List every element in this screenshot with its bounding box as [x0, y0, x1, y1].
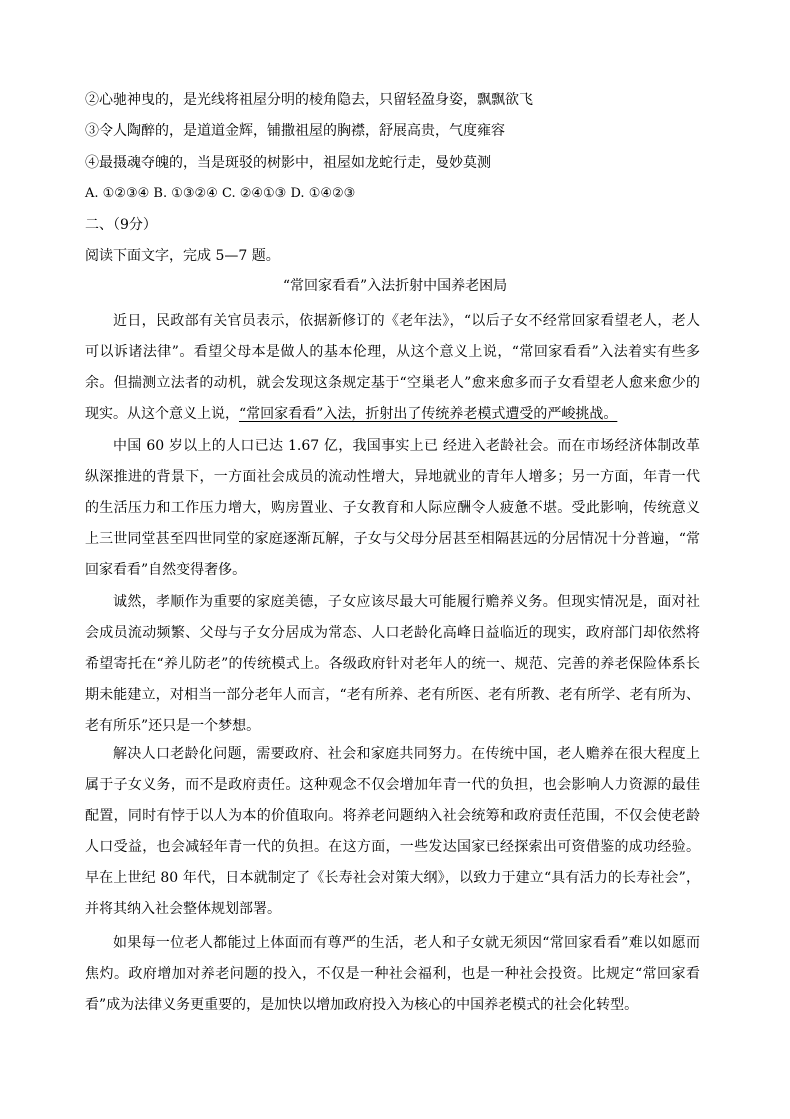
article-paragraph-3: 诚然，孝顺作为重要的家庭美德，子女应该尽最大可能履行赡养义务。但现实情况是，面对社会成员流动频繁、父母与子女分居成为常态、人口老龄化高峰日益临近的现实，政府部门却依然将希望寄托在“养儿防老”的传统模式上。各级政府针对老年人的统一、规范、完善的养老保险体系长期未能建立，对相当一部分老年人而言，“老有所养、老有所医、老有所教、老有所学、老有所为、老有所乐”还只是一个梦想。: [85, 594, 700, 734]
article-paragraph-5: 如果每一位老人都能过上体面而有尊严的生活，老人和子女就无须因“常回家看看”难以如愿而焦灼。政府增加对养老问题的投入，不仅是一种社会福利，也是一种社会投资。比规定“常回家看看”成为法律义务更重要的，是加快以增加政府投入为核心的中国养老模式的社会化转型。: [85, 935, 700, 1013]
article-title: “常回家看看”入法折射中国养老困局: [282, 278, 508, 294]
paragraph-1-text: 近日，民政部有关官员表示，依据新修订的《老年法》，“以后子女不经常回家看望老人，老人可以诉诸法律”。看望父母本是做人的基本伦理，从这个意义上说，“常回家看看”入法着实有些多余。但揣测立法者的动机，就会发现这条规定基于“空巢老人”愈来愈多而子女看望老人愈来愈少的现实。从这个意义上说，: [85, 313, 700, 422]
option-item-2: ②心驰神曳的，是光线将祖屋分明的棱角隐去，只留轻盈身姿，飘飘欲飞: [85, 92, 533, 108]
option-item-3: ③令人陶醉的，是道道金辉，铺撒祖屋的胸襟，舒展高贵，气度雍容: [85, 123, 505, 139]
option-item-4: ④最摄魂夺魄的，当是斑驳的树影中，祖屋如龙蛇行走，曼妙莫测: [85, 155, 491, 171]
underlined-sentence: “常回家看看”入法，折射出了传统养老模式遭受的严峻挑战。: [239, 406, 618, 422]
section-heading: 二、（9分）: [85, 217, 157, 233]
article-paragraph-4: 解决人口老龄化问题，需要政府、社会和家庭共同努力。在传统中国，老人赡养在很大程度上属于子女义务，而不是政府责任。这种观念不仅会增加年青一代的负担，也会影响人力资源的最佳配置，同时有悖于以人为本的价值取向。将养老问题纳入社会统筹和政府责任范围，不仅会使老龄人口受益，也会减轻年青一代的负担。在这方面，一些发达国家已经探索出可资借鉴的成功经验。早在上世纪 80 年代，日本就制定了《长寿社会对策大纲》，以致力于建立“具有活力的长寿社会”，并将其纳入社会整体规划部署。: [85, 746, 700, 917]
answer-choices: A. ①②③④ B. ①③②④ C. ②④①③ D. ①④②③: [85, 186, 356, 201]
article-paragraph-1: [85, 306, 700, 430]
article-paragraph-2: 中国 60 岁以上的人口已达 1.67 亿，我国事实上已 经进入老龄社会。而在市场经济体制改革纵深推进的背景下，一方面社会成员的流动性增大，异地就业的青年人增多；另一方面，年青一代的生活压力和工作压力增大，购房置业、子女教育和人际应酬令人疲惫不堪。受此影响，传统意义上三世同堂甚至四世同堂的家庭逐渐瓦解，子女与父母分居甚至相隔甚远的分居情况十分普遍，“常回家看看”自然变得奢侈。: [85, 438, 700, 578]
section-instruction: 阅读下面文字，完成 5—7 题。: [85, 248, 280, 264]
